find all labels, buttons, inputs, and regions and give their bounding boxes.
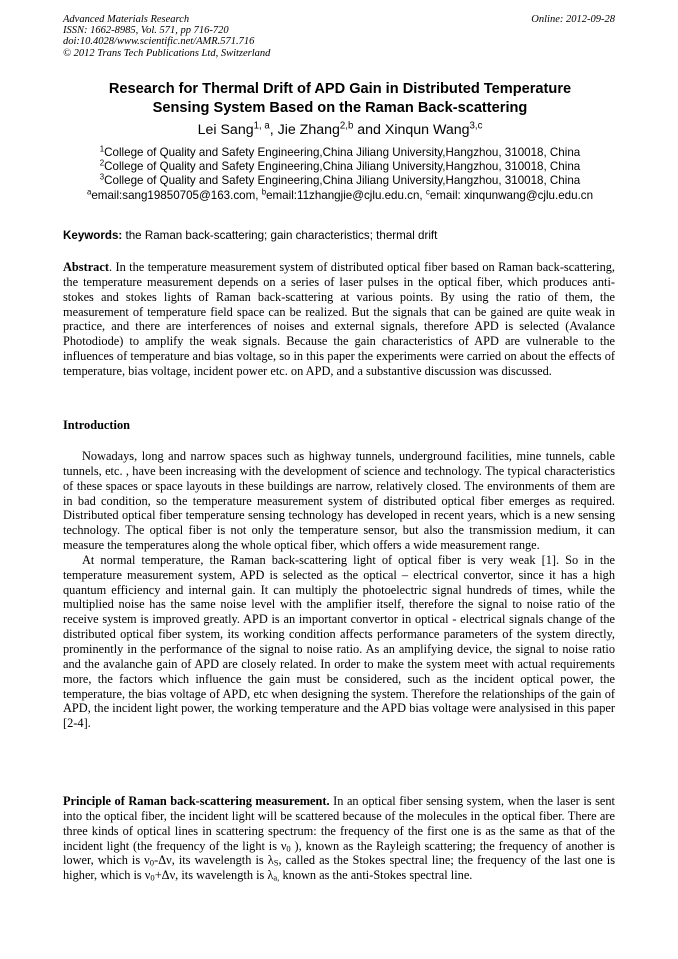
email-text[interactable]: email: xinqunwang@cjlu.edu.cn	[429, 188, 594, 202]
paper-title	[60, 80, 620, 118]
introduction-heading: Introduction	[63, 418, 130, 432]
paragraph: At normal temperature, the Raman back-scattering light of optical fiber is very weak [1]. So in the temperature measurement system, APD is selected as the optical – electrical convertor, since it has a high quantum efficiency and internal gain. It can multiply the photoelectric signal hundreds of times, while the multiplied noise has the same noise level with the amplifier itself, therefore the signal to noise ratio of the receive system is improved greatly. APD is an important convertor in optical - electrical signals change of the distributed optical fiber system, its working condition affects performance parameters of the system directly, prominently in the performance of the signal to noise ratio. As an amplifying device, the signal to noise ratio and the avalanche gain of APD are closely related. In order to make the system meet with actual requirements more, the factors which influence the gain must be considered, such as the incident optical power, the temperature, the bias voltage of APD, etc when designing the system. Therefore the relationships of the gain of APD, the incident light power, the working temperature and the APD bias voltage were analysised in this paper [2-4].	[63, 552, 615, 731]
email-mark: b	[261, 187, 267, 197]
subscript: a,	[273, 872, 280, 883]
author-name: Jie Zhang	[277, 122, 340, 138]
principle-text: , called as the Stokes spectral line; the frequency of the last one is higher, which is ν	[63, 853, 615, 883]
author-affiliation-mark: 2,b	[339, 120, 354, 132]
affiliation-text: College of Quality and Safety Engineering,China Jiliang University,Hangzhou, 310018, China	[104, 146, 581, 159]
affiliation-line	[40, 146, 640, 160]
email-line	[40, 189, 640, 203]
principle-text: known as the anti-Stokes spectral line.	[279, 868, 473, 883]
author-separator: ,	[269, 122, 278, 138]
issn-line: ISSN: 1662-8985, Vol. 571, pp 716-720	[63, 25, 229, 37]
email-mark: a	[86, 187, 92, 197]
abstract-text: . In the temperature measurement system of distributed optical fiber based on Raman back-scattering, the temperature measurement depends on a series of laser pulses in the optical fiber, which produces anti-stokes and stokes lights of Raman back-scattering at various points. By using the ratio of them, the measurement of temperature field space can be realized. But the signals that can be gained are quite weak in practice, and there are interferences of noises and external signals, therefore APD is selected (Avalance Photodiode) to amplify the weak signals. Because the gain characteristics of APD are vulnerable to the influences of temperature and bias voltage, so in this paper the experiments were carried on about the effects of temperature, bias voltage, incident power etc. on APD, and a substantive discussion was discussed.	[63, 260, 615, 378]
journal-name: Advanced Materials Research	[63, 14, 190, 25]
subscript: S	[273, 858, 279, 869]
title-line-2: Sensing System Based on the Raman Back-scattering	[152, 100, 528, 116]
journal-header	[63, 14, 270, 59]
paragraph: Nowadays, long and narrow spaces such as highway tunnels, underground facilities, mine tunnels, cable tunnels, etc. , have been increasing with the development of science and technology. The typical characteristics of these spaces or space layouts in these buildings are narrow, relatively closed. The environments of them are in bad condition, so the temperature measurement system of distributed optical fiber emerges as required. Distributed optical fiber temperature sensing technology has developed in recent years, which is a new sensing technology. The optical fiber is not only the temperature sensor, but also the transmission medium, it can measure the temperatures along the whole optical fiber, which offers a wide measurement range.	[63, 449, 615, 553]
principle-text: ), known as the Rayleigh scattering; the frequency of another is lower, which is ν	[63, 838, 615, 868]
keywords-text: the Raman back-scattering; gain characteristics; thermal drift	[122, 229, 438, 242]
affiliations	[40, 146, 640, 203]
subscript: 0	[150, 872, 155, 883]
keywords-label: Keywords:	[63, 229, 123, 242]
affiliation-text: College of Quality and Safety Engineering,China Jiliang University,Hangzhou, 310018, China	[104, 160, 581, 174]
principle-text: +Δν, its wavelength is λ	[154, 868, 274, 883]
principle-text: -Δν, its wavelength is λ	[154, 853, 274, 868]
subscript: 0	[286, 843, 291, 854]
affiliation-line	[40, 160, 640, 174]
affiliation-mark: 1	[99, 144, 105, 154]
affiliation-line	[40, 174, 640, 188]
author-list	[60, 121, 620, 139]
abstract	[63, 260, 615, 379]
email-text[interactable]: email:sang19850705@163.com,	[91, 188, 262, 202]
affiliation-mark: 2	[99, 158, 105, 168]
subscript: 0	[149, 858, 155, 869]
introduction-body	[63, 449, 615, 731]
online-date: Online: 2012-09-28	[531, 14, 615, 25]
email-text[interactable]: email:11zhangjie@cjlu.edu.cn,	[266, 188, 426, 202]
doi-line: doi:10.4028/www.scientific.net/AMR.571.716	[63, 36, 255, 48]
title-line-1: Research for Thermal Drift of APD Gain in Distributed Temperature	[108, 81, 572, 97]
author-name: Lei Sang	[197, 122, 254, 138]
affiliation-text: College of Quality and Safety Engineering,China Jiliang University,Hangzhou, 310018, China	[104, 174, 581, 188]
affiliation-mark: 3	[99, 173, 105, 183]
email-mark: c	[425, 187, 430, 197]
abstract-label: Abstract	[63, 260, 109, 274]
copyright-line: © 2012 Trans Tech Publications Ltd, Switzerland	[63, 47, 271, 59]
principle-section	[63, 794, 615, 883]
principle-heading: Principle of Raman back-scattering measurement.	[63, 794, 330, 808]
principle-text: In an optical fiber sensing system, when the laser is sent into the optical fiber, the incident light will be scattered because of the molecules in the optical fiber. There are three kinds of optical lines in scattering spectrum: the frequency of the first one is as the same as that of the incident light (the frequency of the light is ν	[63, 794, 615, 853]
author-name: Xinqun Wang	[384, 122, 470, 138]
keywords	[63, 229, 615, 243]
author-separator: and	[353, 122, 385, 138]
author-affiliation-mark: 1, a	[253, 120, 270, 132]
author-affiliation-mark: 3,c	[469, 120, 483, 132]
